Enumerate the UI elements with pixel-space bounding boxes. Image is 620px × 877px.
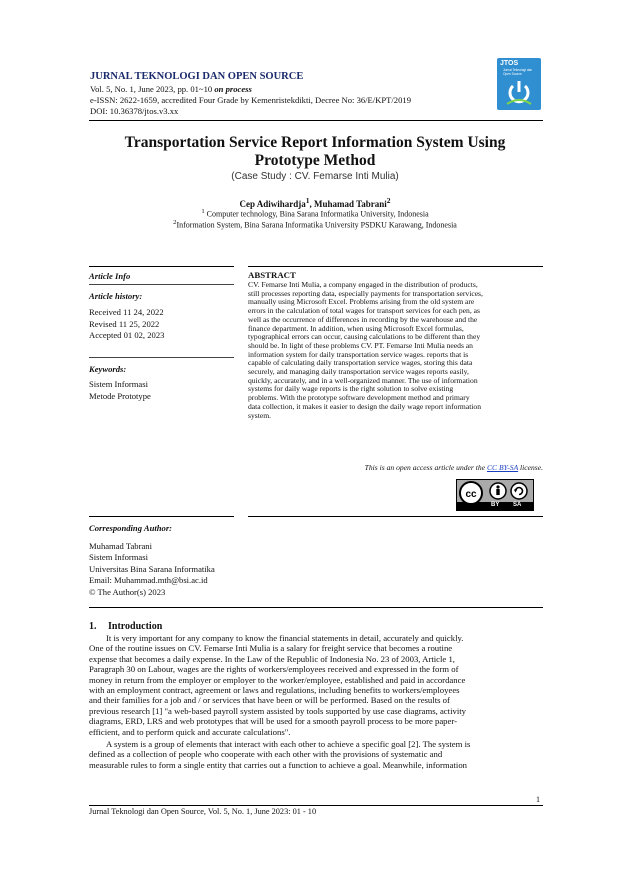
paper-title: Transportation Service Report Information System Using Prototype Method bbox=[124, 134, 506, 169]
keyword-item: Metode Prototype bbox=[89, 390, 151, 401]
paper-authors: Cep Adiwihardja$^1$, Muhamad Tabrani$^2$ bbox=[239, 196, 391, 209]
cc-by-label: BY bbox=[491, 502, 500, 508]
corresponding-rule-right bbox=[248, 516, 543, 517]
page-number: 1 bbox=[536, 795, 540, 804]
journal-doi: DOI: 10.36378/jtos.v3.xx bbox=[90, 106, 179, 116]
cc-sa-label: SA bbox=[513, 502, 522, 508]
abstract-top-rule bbox=[248, 266, 543, 267]
open-access-notice: This is an open access article under the CC BY-SA license. bbox=[364, 463, 543, 472]
affiliation-1: $^1$ Computer technology, Bina Sarana Informatika University, Indonesia bbox=[201, 208, 429, 219]
info-top-rule bbox=[89, 266, 234, 267]
abstract-text: CV. Femarse Inti Mulia, a company engaged in the distribution of products, still processes reporting data, especially payments for transportation services, manually using Microsoft Excel. Problems arising from the old system are errors in the calculation of total wages for transport services for each pen, as well as the occurrence of differences in recording by the warehouse and the finance department. In addition, when using Microsoft Excel formulas, typographical errors can occur, causing calculations to be different than they should be. In light of these problems CV. PT. Femarse Inti Mulia needs an information system for daily transportation service wages. reports that is capable of calculating daily transportation service wages, storing this data securely, and managing daily transportation service wages reports easily, quickly, accurately, and in a well-organized manner. The use of information systems for daily wage reports is the right solution to solve existing problems. With the prototype software development method and primary data collection, it makes it easier to design the daily wage report information system. bbox=[248, 280, 483, 420]
intro-paragraph-1: It is very important for any company to know the financial statements in detail, accurately and quickly. One of the routine issues on CV. Femarse Inti Mulia is a salary for freight service that becomes a routine expense that becomes a daily expense. In the Law of the Republic of Indonesia No. 23 of 2003, Article 1, Paragraph 30 on Labour, wages are the rights of workers/employees received and expressed in the form of money in return from the employer or employer to the worker/employee, established and paid in accordance with an employment contract, agreement or laws and regulations, including benefits to workers/employees and their families for a job and / or services that have been or will be performed. Based on the results of previous research [1] "a web-based payroll system assisted by tools supported by use case diagrams, activity diagrams, ERD, LRS and web prototypes that will be used for a smooth payroll process to be more paper- efficient, and to perform quick and accurate calculations". bbox=[89, 633, 467, 737]
svg-text:cc: cc bbox=[465, 489, 477, 500]
corresponding-heading: Corresponding Author: bbox=[89, 523, 173, 533]
accepted-date: Accepted 01 02, 2023 bbox=[89, 330, 165, 341]
header-rule bbox=[89, 120, 543, 121]
abstract-heading: ABSTRACT bbox=[248, 270, 296, 280]
affiliation-2: $^2$Information System, Bina Sarana Informatika University PSDKU Karawang, Indonesia bbox=[173, 219, 457, 230]
corresponding-bottom-rule bbox=[89, 607, 543, 608]
revised-date: Revised 11 25, 2022 bbox=[89, 318, 160, 329]
section-heading-introduction: 1. Introduction bbox=[89, 621, 163, 632]
corresponding-author: Muhamad Tabrani Sistem Informasi Universitas Bina Sarana Informatika Email: Muhammad.mth@bsi.ac.id © The Author(s) 2023 bbox=[89, 541, 215, 597]
paper-subtitle: (Case Study : CV. Femarse Inti Mulia) bbox=[231, 171, 399, 182]
sa-icon bbox=[511, 483, 527, 499]
corresponding-rule bbox=[89, 516, 234, 517]
power-icon bbox=[505, 80, 533, 106]
footer-rule bbox=[89, 805, 543, 806]
cc-license-badge[interactable] bbox=[456, 479, 534, 511]
article-info-heading: Article Info bbox=[89, 271, 131, 281]
journal-volume: Vol. 5, No. 1, June 2023, pp. 01~10 on process bbox=[90, 84, 252, 94]
intro-paragraph-2: A system is a group of elements that interact with each other to achieve a specific goal [2]. The system is defined as a collection of people who cooperate with each other with the provisions of systematic and measurable rules to form a single entity that carries out a function to achieve a goal. Meanwhile, information bbox=[89, 739, 471, 770]
info-divider bbox=[89, 284, 234, 285]
keyword-item: Sistem Informasi bbox=[89, 379, 148, 390]
received-date: Received 11 24, 2022 bbox=[89, 307, 164, 318]
journal-logo: JTOS Jurnal Teknologi dan Open Source bbox=[497, 58, 541, 110]
keywords: Keywords: Sistem Informasi Metode Prototype bbox=[89, 364, 234, 402]
info-divider bbox=[89, 357, 234, 358]
footer-citation: Jurnal Teknologi dan Open Source, Vol. 5, No. 1, June 2023: 01 - 10 bbox=[89, 807, 317, 816]
article-history: Article history: Received 11 24, 2022 Revised 11 25, 2022 Accepted 01 02, 2023 bbox=[89, 291, 234, 342]
cc-by-sa-link[interactable]: CC BY-SA bbox=[486, 463, 519, 472]
journal-name: JURNAL TEKNOLOGI DAN OPEN SOURCE bbox=[90, 71, 304, 82]
journal-issn: e-ISSN: 2622-1659, accredited Four Grade by Kemenristekdikti, Decree No: 36/E/KPT/2019 bbox=[90, 95, 411, 105]
